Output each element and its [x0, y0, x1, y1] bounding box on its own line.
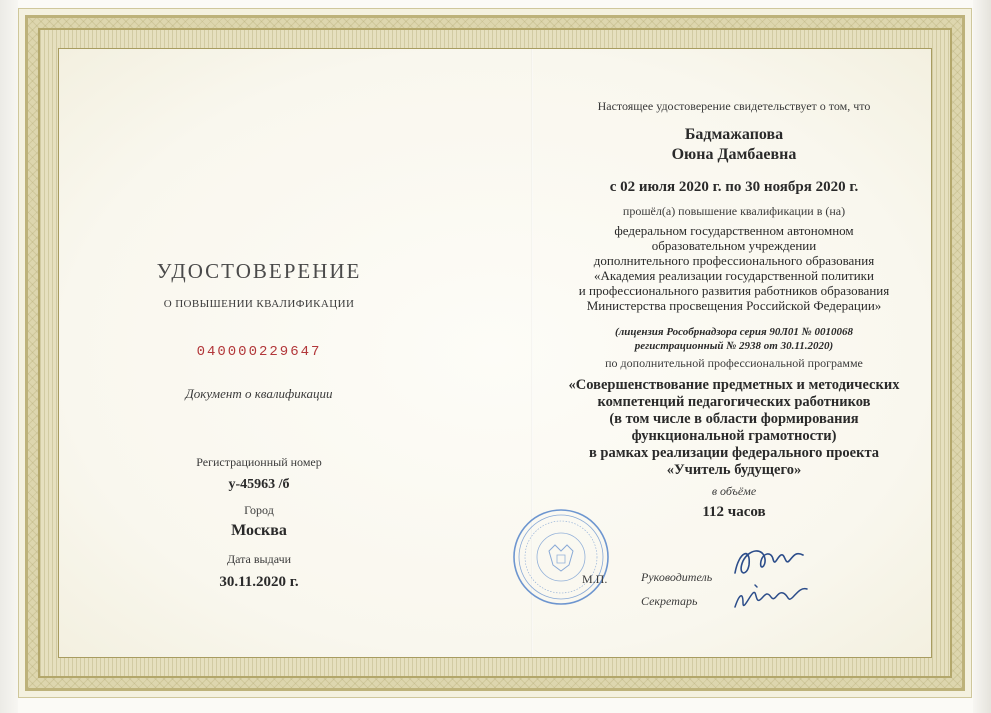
volume-label: в объёме [711, 484, 757, 498]
left-page [19, 9, 499, 697]
program-label: по дополнительной профессиональной программе [605, 356, 863, 370]
scan-edge-left [0, 0, 18, 713]
recipient-surname: Бадмажапова [684, 126, 784, 143]
license-line: регистрационный № 2938 от 30.11.2020) [634, 340, 834, 352]
program-title-line: компетенций педагогических работников [597, 394, 871, 410]
organization-line: и профессионального развития работников образования [578, 283, 890, 298]
city-label: Город [244, 503, 274, 517]
city-value: Москва [231, 522, 287, 539]
intro-text: Настоящее удостоверение свидетельствует о том, что [597, 99, 871, 113]
organization-line: образовательном учреждении [651, 238, 817, 253]
issue-date-label: Дата выдачи [226, 552, 292, 566]
organization-line: дополнительного профессионального образования [593, 253, 875, 268]
recipient-given-names: Оюна Дамбаевна [671, 146, 797, 163]
program-title-line: «Совершенствование предметных и методических [568, 377, 900, 393]
head-signature-label: Руководитель [641, 570, 713, 584]
certificate-subtitle: О ПОВЫШЕНИИ КВАЛИФИКАЦИИ [163, 298, 355, 310]
registration-number-value: у-45963 /б [228, 477, 290, 492]
scan-edge-right [973, 0, 991, 713]
official-stamp [511, 507, 611, 607]
program-title-line: «Учитель будущего» [666, 462, 802, 478]
program-title-line: (в том числе в области формирования [609, 411, 859, 427]
issue-date-value: 30.11.2020 г. [219, 574, 299, 590]
volume-value: 112 часов [702, 504, 766, 520]
registration-number-label: Регистрационный номер [196, 455, 322, 469]
license-line: (лицензия Рособрнадзора серия 90Л01 № 0010068 [614, 326, 853, 338]
certificate [18, 8, 972, 698]
stamp-placeholder-label: М.П. [582, 572, 608, 586]
organization-line: Министерства просвещения Российской Федерации» [586, 298, 882, 313]
training-period: с 02 июля 2020 г. по 30 ноября 2020 г. [609, 179, 859, 195]
organization-line: «Академия реализации государственной политики [594, 268, 874, 283]
certificate-number: 040000229647 [196, 344, 322, 360]
secretary-signature [731, 577, 811, 617]
organization-line: федеральном государственном автономном [614, 223, 854, 238]
program-title-line: функциональной грамотности) [631, 428, 837, 444]
secretary-signature-label: Секретарь [641, 594, 698, 608]
document-type: Документ о квалификации [185, 386, 333, 401]
certificate-title: УДОСТОВЕРЕНИЕ [156, 259, 362, 283]
program-title-line: в рамках реализации федерального проекта [588, 445, 880, 461]
qualification-statement: прошёл(а) повышение квалификации в (на) [622, 204, 846, 218]
